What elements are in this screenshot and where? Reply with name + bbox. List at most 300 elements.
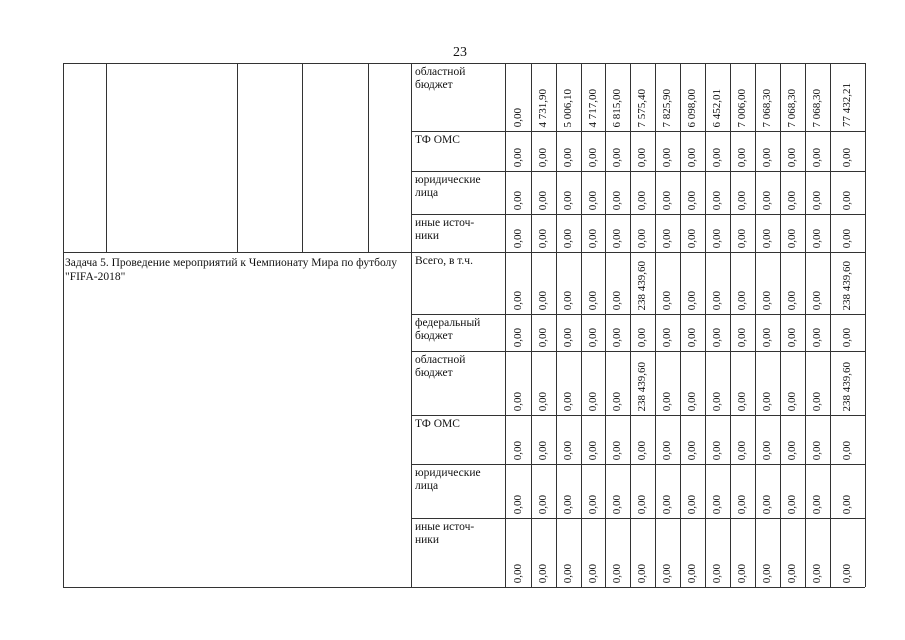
table-cell bbox=[630, 351, 655, 415]
cell-value: 0,00 bbox=[636, 327, 648, 347]
cell-value: 238 439,60 bbox=[636, 260, 648, 310]
table-cell bbox=[655, 131, 680, 171]
cell-value: 0,00 bbox=[511, 290, 524, 310]
table-cell bbox=[830, 252, 865, 314]
table-cell bbox=[830, 171, 865, 214]
cell-value: 0,00 bbox=[761, 190, 773, 210]
cell-value: 0,00 bbox=[511, 228, 524, 248]
table-cell bbox=[730, 464, 755, 518]
table-cell bbox=[655, 351, 680, 415]
table-cell bbox=[531, 131, 556, 171]
table-cell bbox=[505, 171, 531, 214]
cell-value: 0,00 bbox=[761, 228, 773, 248]
cell-value: 0,00 bbox=[841, 147, 853, 167]
cell-value: 0,00 bbox=[511, 494, 524, 514]
table-cell bbox=[780, 464, 805, 518]
table-cell bbox=[730, 415, 755, 464]
table-cell bbox=[505, 252, 531, 314]
cell-value: 0,00 bbox=[711, 440, 723, 460]
cell-value: 0,00 bbox=[586, 290, 599, 310]
table-cell bbox=[531, 518, 556, 587]
cell-value: 238 439,60 bbox=[841, 260, 853, 310]
cell-value: 0,00 bbox=[661, 494, 673, 514]
cell-value: 0,00 bbox=[586, 190, 599, 210]
table-cell bbox=[780, 415, 805, 464]
cell-value: 0,00 bbox=[761, 290, 773, 310]
table-rule bbox=[63, 587, 865, 588]
cell-value: 0,00 bbox=[537, 391, 549, 411]
page-number: 23 bbox=[453, 45, 467, 60]
table-cell bbox=[630, 314, 655, 351]
table-cell bbox=[505, 351, 531, 415]
table-cell bbox=[630, 171, 655, 214]
table-cell bbox=[680, 131, 705, 171]
cell-value: 0,00 bbox=[511, 391, 524, 411]
table-cell bbox=[805, 252, 830, 314]
table-cell bbox=[730, 63, 755, 131]
cell-value: 0,00 bbox=[562, 440, 574, 460]
table-cell bbox=[830, 131, 865, 171]
cell-value: 0,00 bbox=[761, 440, 773, 460]
cell-value: 0,00 bbox=[811, 440, 823, 460]
table-cell bbox=[556, 351, 581, 415]
cell-value: 7 068,30 bbox=[761, 88, 773, 127]
cell-value: 0,00 bbox=[811, 563, 823, 583]
table-cell bbox=[556, 464, 581, 518]
cell-value: 0,00 bbox=[611, 190, 623, 210]
table-cell bbox=[680, 314, 705, 351]
cell-value: 0,00 bbox=[711, 391, 723, 411]
cell-value: 0,00 bbox=[661, 563, 673, 583]
table-cell bbox=[655, 171, 680, 214]
cell-value: 0,00 bbox=[537, 290, 549, 310]
table-cell bbox=[705, 252, 730, 314]
table-cell bbox=[556, 415, 581, 464]
cell-value: 0,00 bbox=[736, 190, 748, 210]
cell-value: 0,00 bbox=[811, 228, 823, 248]
cell-value: 0,00 bbox=[511, 440, 524, 460]
cell-value: 0,00 bbox=[661, 290, 673, 310]
table-cell bbox=[780, 518, 805, 587]
table-cell bbox=[805, 314, 830, 351]
cell-value: 7 068,30 bbox=[786, 88, 798, 127]
table-cell bbox=[605, 171, 630, 214]
table-cell bbox=[655, 252, 680, 314]
cell-value: 0,00 bbox=[786, 391, 798, 411]
table-cell bbox=[655, 63, 680, 131]
table-cell bbox=[630, 464, 655, 518]
cell-value: 5 006,10 bbox=[562, 88, 574, 127]
table-cell bbox=[605, 464, 630, 518]
table-cell bbox=[605, 415, 630, 464]
table-cell bbox=[505, 415, 531, 464]
cell-value: 0,00 bbox=[686, 327, 698, 347]
cell-value: 0,00 bbox=[841, 228, 853, 248]
cell-value: 7 575,40 bbox=[636, 88, 648, 127]
cell-value: 0,00 bbox=[562, 228, 574, 248]
cell-value: 6 098,00 bbox=[686, 88, 698, 127]
table-cell bbox=[830, 464, 865, 518]
source-label: ТФ ОМС bbox=[415, 418, 460, 430]
source-label: юридические лица bbox=[415, 467, 481, 492]
cell-value: 0,00 bbox=[736, 290, 748, 310]
cell-value: 0,00 bbox=[586, 228, 599, 248]
cell-value: 0,00 bbox=[761, 327, 773, 347]
cell-value: 0,00 bbox=[562, 494, 574, 514]
cell-value: 0,00 bbox=[586, 327, 599, 347]
cell-value: 0,00 bbox=[736, 228, 748, 248]
table-cell bbox=[630, 518, 655, 587]
table-rule bbox=[411, 63, 412, 587]
cell-value: 0,00 bbox=[811, 391, 823, 411]
cell-value: 0,00 bbox=[786, 494, 798, 514]
table-cell bbox=[755, 518, 780, 587]
table-rule bbox=[237, 63, 238, 252]
table-cell bbox=[505, 518, 531, 587]
cell-value: 0,00 bbox=[511, 327, 524, 347]
cell-value: 0,00 bbox=[586, 147, 599, 167]
table-cell bbox=[755, 171, 780, 214]
table-cell bbox=[705, 415, 730, 464]
table-rule bbox=[63, 63, 64, 587]
cell-value: 0,00 bbox=[562, 391, 574, 411]
table-cell bbox=[680, 351, 705, 415]
cell-value: 0,00 bbox=[511, 190, 524, 210]
source-label: федеральный бюджет bbox=[415, 317, 481, 342]
table-cell bbox=[605, 518, 630, 587]
cell-value: 6 815,00 bbox=[611, 88, 623, 127]
cell-value: 0,00 bbox=[611, 391, 623, 411]
table-cell bbox=[680, 252, 705, 314]
table-cell bbox=[505, 464, 531, 518]
cell-value: 0,00 bbox=[711, 563, 723, 583]
table-cell bbox=[780, 63, 805, 131]
cell-value: 0,00 bbox=[736, 391, 748, 411]
cell-value: 0,00 bbox=[711, 494, 723, 514]
table-cell bbox=[531, 415, 556, 464]
table-cell bbox=[630, 131, 655, 171]
cell-value: 0,00 bbox=[661, 440, 673, 460]
cell-value: 0,00 bbox=[537, 327, 549, 347]
cell-value: 77 432,21 bbox=[841, 83, 853, 127]
cell-value: 0,00 bbox=[537, 228, 549, 248]
source-label: иные источ- ники bbox=[415, 521, 475, 546]
cell-value: 0,00 bbox=[611, 494, 623, 514]
table-cell bbox=[680, 214, 705, 252]
table-cell bbox=[805, 415, 830, 464]
table-cell bbox=[730, 351, 755, 415]
cell-value: 238 439,60 bbox=[636, 361, 648, 411]
cell-value: 0,00 bbox=[786, 228, 798, 248]
table-cell bbox=[655, 518, 680, 587]
table-cell bbox=[705, 214, 730, 252]
cell-value: 0,00 bbox=[811, 290, 823, 310]
table-cell bbox=[556, 63, 581, 131]
table-cell bbox=[730, 314, 755, 351]
table-rule bbox=[302, 63, 303, 252]
cell-value: 0,00 bbox=[562, 290, 574, 310]
table-cell bbox=[581, 518, 605, 587]
table-cell bbox=[605, 314, 630, 351]
table-cell bbox=[531, 314, 556, 351]
table-cell bbox=[505, 214, 531, 252]
cell-value: 0,00 bbox=[786, 563, 798, 583]
table-cell bbox=[680, 63, 705, 131]
table-cell bbox=[780, 351, 805, 415]
table-cell bbox=[655, 464, 680, 518]
table-cell bbox=[680, 518, 705, 587]
table-cell bbox=[556, 131, 581, 171]
cell-value: 0,00 bbox=[661, 190, 673, 210]
table-cell bbox=[680, 464, 705, 518]
table-cell bbox=[581, 351, 605, 415]
table-rule bbox=[865, 63, 866, 587]
table-cell bbox=[705, 171, 730, 214]
source-label: иные источ- ники bbox=[415, 217, 475, 242]
cell-value: 0,00 bbox=[686, 563, 698, 583]
cell-value: 0,00 bbox=[636, 147, 648, 167]
cell-value: 0,00 bbox=[736, 440, 748, 460]
table-cell bbox=[531, 464, 556, 518]
table-cell bbox=[556, 214, 581, 252]
table-cell bbox=[805, 214, 830, 252]
table-cell bbox=[830, 518, 865, 587]
table-cell bbox=[556, 171, 581, 214]
cell-value: 0,00 bbox=[761, 563, 773, 583]
table-cell bbox=[730, 252, 755, 314]
table-cell bbox=[531, 63, 556, 131]
table-rule bbox=[106, 63, 107, 252]
table-cell bbox=[730, 214, 755, 252]
table-cell bbox=[780, 214, 805, 252]
cell-value: 4 717,00 bbox=[586, 88, 599, 127]
cell-value: 0,00 bbox=[686, 228, 698, 248]
table-cell bbox=[730, 131, 755, 171]
table-cell bbox=[755, 131, 780, 171]
cell-value: 0,00 bbox=[636, 494, 648, 514]
table-cell bbox=[805, 464, 830, 518]
table-cell bbox=[705, 518, 730, 587]
table-cell bbox=[705, 464, 730, 518]
cell-value: 0,00 bbox=[761, 494, 773, 514]
table-cell bbox=[830, 415, 865, 464]
cell-value: 0,00 bbox=[636, 440, 648, 460]
cell-value: 0,00 bbox=[686, 391, 698, 411]
table-cell bbox=[655, 415, 680, 464]
cell-value: 0,00 bbox=[511, 147, 524, 167]
table-cell bbox=[505, 63, 531, 131]
cell-value: 7 068,30 bbox=[811, 88, 823, 127]
cell-value: 7 825,90 bbox=[661, 88, 673, 127]
table-cell bbox=[581, 314, 605, 351]
cell-value: 0,00 bbox=[811, 147, 823, 167]
table-cell bbox=[655, 314, 680, 351]
cell-value: 0,00 bbox=[811, 327, 823, 347]
cell-value: 0,00 bbox=[586, 494, 599, 514]
cell-value: 0,00 bbox=[811, 494, 823, 514]
table-cell bbox=[755, 252, 780, 314]
table-cell bbox=[680, 171, 705, 214]
table-cell bbox=[556, 314, 581, 351]
cell-value: 0,00 bbox=[786, 440, 798, 460]
table-cell bbox=[531, 214, 556, 252]
cell-value: 0,00 bbox=[736, 494, 748, 514]
cell-value: 0,00 bbox=[686, 147, 698, 167]
cell-value: 0,00 bbox=[686, 440, 698, 460]
table-cell bbox=[730, 171, 755, 214]
cell-value: 0,00 bbox=[636, 190, 648, 210]
table-cell bbox=[581, 464, 605, 518]
cell-value: 0,00 bbox=[511, 107, 524, 127]
table-cell bbox=[755, 214, 780, 252]
cell-value: 0,00 bbox=[586, 563, 599, 583]
cell-value: 7 006,00 bbox=[736, 88, 748, 127]
cell-value: 0,00 bbox=[786, 190, 798, 210]
cell-value: 0,00 bbox=[841, 327, 853, 347]
table-cell bbox=[605, 351, 630, 415]
table-cell bbox=[581, 214, 605, 252]
source-label: Всего, в т.ч. bbox=[415, 255, 473, 267]
cell-value: 0,00 bbox=[537, 563, 549, 583]
table-cell bbox=[531, 252, 556, 314]
cell-value: 0,00 bbox=[537, 190, 549, 210]
cell-value: 0,00 bbox=[841, 190, 853, 210]
table-cell bbox=[805, 351, 830, 415]
table-cell bbox=[531, 351, 556, 415]
source-label: областной бюджет bbox=[415, 354, 466, 379]
cell-value: 0,00 bbox=[736, 147, 748, 167]
cell-value: 0,00 bbox=[611, 290, 623, 310]
table-cell bbox=[556, 518, 581, 587]
table-cell bbox=[755, 63, 780, 131]
table-cell bbox=[830, 351, 865, 415]
table-cell bbox=[705, 131, 730, 171]
cell-value: 0,00 bbox=[562, 327, 574, 347]
cell-value: 0,00 bbox=[786, 147, 798, 167]
cell-value: 0,00 bbox=[537, 440, 549, 460]
cell-value: 0,00 bbox=[786, 290, 798, 310]
cell-value: 0,00 bbox=[786, 327, 798, 347]
table-cell bbox=[755, 351, 780, 415]
cell-value: 0,00 bbox=[841, 494, 853, 514]
cell-value: 0,00 bbox=[711, 190, 723, 210]
table-cell bbox=[755, 415, 780, 464]
table-cell bbox=[805, 131, 830, 171]
cell-value: 0,00 bbox=[761, 391, 773, 411]
cell-value: 0,00 bbox=[736, 327, 748, 347]
table-cell bbox=[630, 214, 655, 252]
cell-value: 0,00 bbox=[661, 391, 673, 411]
cell-value: 0,00 bbox=[611, 228, 623, 248]
cell-value: 0,00 bbox=[711, 290, 723, 310]
cell-value: 0,00 bbox=[611, 327, 623, 347]
cell-value: 0,00 bbox=[511, 563, 524, 583]
source-label: ТФ ОМС bbox=[415, 134, 460, 146]
task-label: Задача 5. Проведение мероприятий к Чемпионату Мира по футболу "FIFA-2018" bbox=[65, 257, 398, 283]
source-label: областной бюджет bbox=[415, 66, 466, 91]
table-cell bbox=[830, 214, 865, 252]
table-cell bbox=[830, 314, 865, 351]
cell-value: 0,00 bbox=[711, 147, 723, 167]
cell-value: 0,00 bbox=[761, 147, 773, 167]
cell-value: 0,00 bbox=[562, 147, 574, 167]
table-cell bbox=[830, 63, 865, 131]
cell-value: 0,00 bbox=[661, 147, 673, 167]
table-cell bbox=[630, 252, 655, 314]
table-cell bbox=[581, 415, 605, 464]
cell-value: 0,00 bbox=[686, 190, 698, 210]
table-cell bbox=[705, 314, 730, 351]
cell-value: 0,00 bbox=[537, 494, 549, 514]
cell-value: 0,00 bbox=[711, 327, 723, 347]
table-cell bbox=[780, 131, 805, 171]
cell-value: 0,00 bbox=[562, 563, 574, 583]
cell-value: 4 731,90 bbox=[537, 88, 549, 127]
cell-value: 0,00 bbox=[811, 190, 823, 210]
table-cell bbox=[780, 252, 805, 314]
table-cell bbox=[655, 214, 680, 252]
table-cell bbox=[605, 214, 630, 252]
table-cell bbox=[505, 131, 531, 171]
table-cell bbox=[505, 314, 531, 351]
table-cell bbox=[605, 252, 630, 314]
table-cell bbox=[630, 63, 655, 131]
table-cell bbox=[755, 314, 780, 351]
table-cell bbox=[630, 415, 655, 464]
cell-value: 238 439,60 bbox=[841, 361, 853, 411]
cell-value: 0,00 bbox=[562, 190, 574, 210]
cell-value: 0,00 bbox=[661, 228, 673, 248]
table-cell bbox=[805, 63, 830, 131]
cell-value: 0,00 bbox=[841, 440, 853, 460]
table-cell bbox=[730, 518, 755, 587]
table-cell bbox=[605, 63, 630, 131]
cell-value: 0,00 bbox=[586, 440, 599, 460]
source-label: юридические лица bbox=[415, 174, 481, 199]
cell-value: 0,00 bbox=[537, 147, 549, 167]
cell-value: 0,00 bbox=[636, 563, 648, 583]
table-cell bbox=[755, 464, 780, 518]
table-cell bbox=[581, 171, 605, 214]
table-cell bbox=[780, 314, 805, 351]
table-cell bbox=[805, 518, 830, 587]
cell-value: 0,00 bbox=[636, 228, 648, 248]
cell-value: 0,00 bbox=[686, 290, 698, 310]
table-cell bbox=[705, 351, 730, 415]
table-cell bbox=[581, 131, 605, 171]
table-cell bbox=[805, 171, 830, 214]
table-cell bbox=[680, 415, 705, 464]
cell-value: 0,00 bbox=[841, 563, 853, 583]
cell-value: 0,00 bbox=[736, 563, 748, 583]
cell-value: 0,00 bbox=[611, 563, 623, 583]
cell-value: 0,00 bbox=[586, 391, 599, 411]
table-cell bbox=[605, 131, 630, 171]
cell-value: 0,00 bbox=[611, 440, 623, 460]
table-cell bbox=[705, 63, 730, 131]
table-cell bbox=[581, 252, 605, 314]
table-cell bbox=[556, 252, 581, 314]
cell-value: 0,00 bbox=[611, 147, 623, 167]
cell-value: 0,00 bbox=[686, 494, 698, 514]
table-cell bbox=[531, 171, 556, 214]
table-cell bbox=[780, 171, 805, 214]
cell-value: 6 452,01 bbox=[711, 88, 723, 127]
cell-value: 0,00 bbox=[711, 228, 723, 248]
cell-value: 0,00 bbox=[661, 327, 673, 347]
table-cell bbox=[581, 63, 605, 131]
table-rule bbox=[368, 63, 369, 252]
